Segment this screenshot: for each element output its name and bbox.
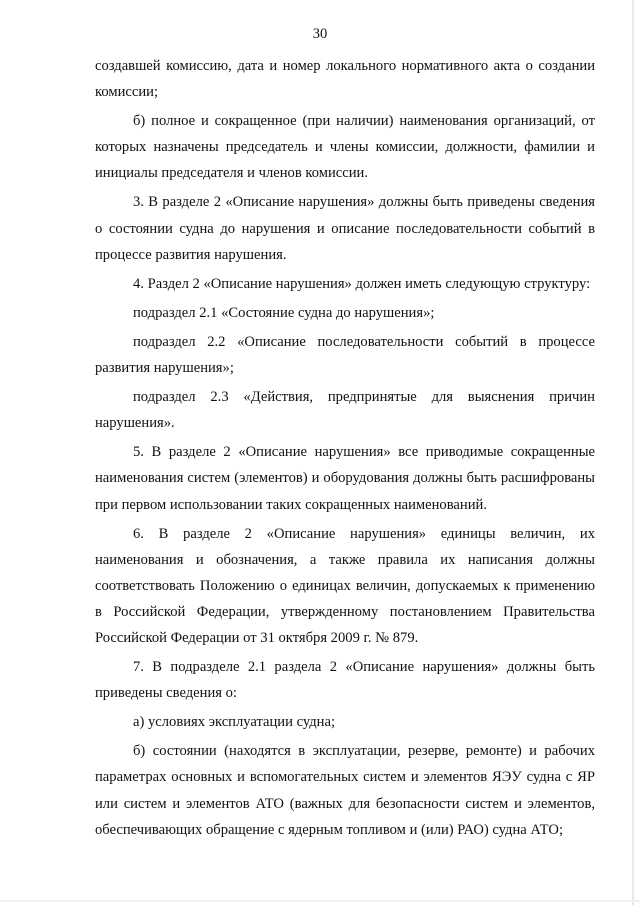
paragraph-3: 3. В разделе 2 «Описание нарушения» должны быть приведены сведения о состоянии судна до нарушения и описание последовательности событий в процессе развития нарушения. [95,194,595,263]
paragraph-6: 6. В разделе 2 «Описание нарушения» единицы величин, их наименования и обозначения, а также правила их написания должны соответствовать Положению о единицах величин, допускаемых к применению в Российской Федерации, утвержденному постановлением Правительства Российской Федерации от 31 октября 2009 г. № 879. [95,525,595,646]
paragraph-5: 5. В разделе 2 «Описание нарушения» все приводимые сокращенные наименования систем (элементов) и оборудования должны быть расшифрованы при первом использовании таких сокращенных наименований. [95,444,595,513]
paragraph-7: 7. В подразделе 2.1 раздела 2 «Описание нарушения» должны быть приведены сведения о: [95,659,595,702]
document-body [95,53,595,843]
subsection-2-1: подраздел 2.1 «Состояние судна до нарушения»; [133,304,435,321]
scan-edge-line [632,0,634,905]
subsection-2-2: подраздел 2.2 «Описание последовательности событий в процессе развития нарушения»; [95,333,595,377]
paragraph-item-b: б) полное и сокращенное (при наличии) наименования организаций, от которых назначены председатель и члены комиссии, должности, фамилии и инициалы председателя и членов комиссии. [95,113,595,182]
paragraph-4: 4. Раздел 2 «Описание нарушения» должен иметь следующую структуру: [133,275,591,292]
page-number: 30 [312,26,328,42]
paragraph-7-item-b: б) состоянии (находятся в эксплуатации, резерве, ремонте) и рабочих параметрах основных и вспомогательных систем и элементов ЯЭУ судна с ЯР или систем и элементов АТО (важных для безопасности систем и элементов, обеспечивающих обращение с ядерным топливом и (или) РАО) судна АТО; [95,743,595,838]
subsection-2-3: подраздел 2.3 «Действия, предпринятые для выяснения причин нарушения». [95,389,595,432]
paragraph-7-item-a: а) условиях эксплуатации судна; [133,714,336,731]
paragraph-continuation: создавшей комиссию, дата и номер локального нормативного акта о создании комиссии; [95,58,595,101]
scan-bottom-line [0,900,640,902]
